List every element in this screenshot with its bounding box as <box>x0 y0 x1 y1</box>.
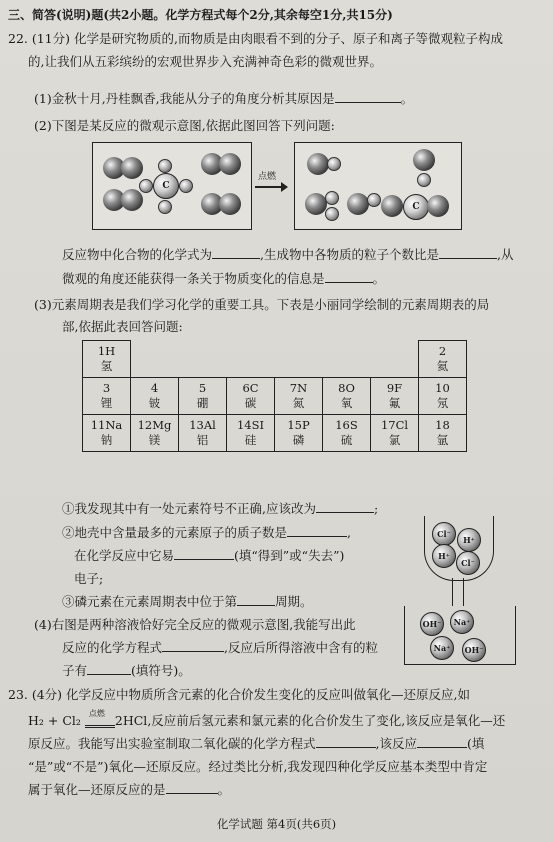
hydrogen-atom-icon <box>139 179 153 193</box>
chloride-ion-icon: Cl⁻ <box>456 551 480 575</box>
atom-icon <box>219 153 241 175</box>
element-symbol: 4 <box>150 381 159 395</box>
element-symbol: 6C <box>242 381 259 395</box>
element-name: 镁 <box>148 433 161 447</box>
periodic-table <box>82 340 467 452</box>
hydrogen-atom-icon <box>367 193 381 207</box>
element-symbol: 11Na <box>90 418 123 432</box>
element-name: 磷 <box>292 433 305 447</box>
element-name: 氧 <box>340 396 353 410</box>
hydrogen-ion-icon: H⁺ <box>432 544 456 568</box>
q22-part4b: 反应的化学方程式 ,反应后所得溶液中含有的粒 <box>62 640 378 655</box>
element-symbol: 2 <box>438 344 447 358</box>
answer-blank[interactable] <box>439 246 497 259</box>
atom-icon <box>381 195 403 217</box>
element-cell <box>275 415 323 452</box>
answer-blank[interactable] <box>237 593 275 606</box>
element-name: 氟 <box>388 396 401 410</box>
q23-line2: H₂ + Cl₂ 点燃 2HCl,反应前后氢元素和氯元素的化合价发生了变化,该反应是氧化—还 <box>28 712 505 730</box>
q22-c3: 在化学反应中它易 (填“得到”或“失去”) <box>74 548 345 563</box>
element-cell <box>323 415 371 452</box>
element-symbol: 8O <box>338 381 355 395</box>
element-name: 硫 <box>340 433 353 447</box>
table-row <box>83 415 467 452</box>
section-header: 三、简答(说明)题(共2小题。化学方程式每个2分,其余每空1分,共15分) <box>8 8 393 22</box>
carbon-atom-icon: C <box>403 194 429 220</box>
answer-blank[interactable] <box>87 662 131 675</box>
atom-icon <box>219 193 241 215</box>
hydrogen-atom-icon <box>325 191 339 205</box>
element-cell <box>227 378 275 415</box>
element-name: 硼 <box>196 396 209 410</box>
answer-blank[interactable] <box>325 270 373 283</box>
hydrogen-atom-icon <box>179 179 193 193</box>
answer-blank[interactable] <box>162 639 224 652</box>
element-cell <box>83 341 131 378</box>
element-symbol: 7N <box>289 381 308 395</box>
element-cell <box>227 415 275 452</box>
element-cell <box>275 378 323 415</box>
element-symbol: 14SI <box>236 418 265 432</box>
element-cell <box>419 415 467 452</box>
arrow-head-icon <box>281 182 288 192</box>
element-name: 氦 <box>436 359 449 373</box>
atom-icon <box>121 189 143 211</box>
element-cell <box>323 378 371 415</box>
carbon-atom-icon: C <box>153 173 179 199</box>
element-cell <box>179 378 227 415</box>
q22-part3: (3)元素周期表是我们学习化学的重要工具。下表是小丽同学绘制的元素周期表的局 <box>34 297 490 312</box>
empty-cell <box>323 341 371 378</box>
hydrogen-atom-icon <box>325 207 339 221</box>
funnel-stem-icon <box>452 578 464 606</box>
answer-blank[interactable] <box>316 735 376 748</box>
hydrogen-atom-icon <box>417 173 431 187</box>
q22-c2: ②地壳中含量最多的元素原子的质子数是 , <box>62 525 351 540</box>
q22-part4c: 子有 (填符号)。 <box>62 663 191 678</box>
q22-c5: ③磷元素在元素周期表中位于第 周期。 <box>62 594 313 609</box>
element-cell <box>371 378 419 415</box>
q23-line5: 属于氧化—还原反应的是 。 <box>28 782 231 797</box>
element-name: 氮 <box>292 396 305 410</box>
element-symbol: 18 <box>435 418 450 432</box>
element-cell <box>131 378 179 415</box>
element-cell <box>419 378 467 415</box>
answer-blank[interactable] <box>174 547 234 560</box>
element-name: 硅 <box>244 433 257 447</box>
atom-icon <box>427 195 449 217</box>
q23-line3: 原反应。我能写出实验室制取二氧化碳的化学方程式 ,该反应 (填 <box>28 736 485 751</box>
element-name: 氯 <box>388 433 401 447</box>
reactants-box <box>92 142 252 230</box>
sodium-ion-icon: Na⁺ <box>450 610 474 634</box>
atom-icon <box>413 149 435 171</box>
table-row <box>83 341 467 378</box>
answer-blank[interactable] <box>335 90 401 103</box>
element-cell <box>83 415 131 452</box>
element-symbol: 10 <box>435 381 450 395</box>
q22-part4a: (4)右图是两种溶液恰好完全反应的微观示意图,我能写出此 <box>34 617 356 632</box>
answer-blank[interactable] <box>417 735 467 748</box>
element-name: 氩 <box>436 433 449 447</box>
q22-c1: ①我发现其中有一处元素符号不正确,应该改为 ; <box>62 501 379 516</box>
empty-cell <box>227 341 275 378</box>
element-symbol: 5 <box>198 381 207 395</box>
empty-cell <box>275 341 323 378</box>
q22-answer-line2: 微观的角度还能获得一条关于物质变化的信息是 。 <box>62 271 386 286</box>
hydrogen-ion-icon: H⁺ <box>457 528 481 552</box>
q22-c4: 电子; <box>74 571 104 586</box>
atom-icon <box>121 157 143 179</box>
q22-part2: (2)下图是某反应的微观示意图,依据此图回答下列问题: <box>34 118 335 133</box>
q22-part1: (1)金秋十月,丹桂飘香,我能从分子的角度分析其原因是 。 <box>34 91 414 106</box>
hydrogen-atom-icon <box>158 200 172 214</box>
hydroxide-ion-icon: OH⁻ <box>462 638 486 662</box>
element-name: 铍 <box>148 396 161 410</box>
page-footer: 化学试题 第4页(共6页) <box>216 817 337 831</box>
element-cell <box>131 415 179 452</box>
q22-answer-line1: 反应物中化合物的化学式为 ,生成物中各物质的粒子个数比是 ,从 <box>62 247 514 262</box>
q22-line1: 22. (11分) 化学是研究物质的,而物质是由肉眼看不到的分子、原子和离子等微观粒子构成 <box>8 31 503 46</box>
hydrogen-atom-icon <box>158 159 172 173</box>
chloride-ion-icon: Cl⁻ <box>432 522 456 546</box>
element-name: 钠 <box>100 433 113 447</box>
answer-blank[interactable] <box>287 524 347 537</box>
q23-line4: “是”或“不是”)氧化—还原反应。经过类比分析,我发现四种化学反应基本类型中肯定 <box>28 759 488 774</box>
answer-blank[interactable] <box>316 500 374 513</box>
answer-blank[interactable] <box>212 246 260 259</box>
element-cell <box>83 378 131 415</box>
element-cell <box>371 415 419 452</box>
element-symbol: 15P <box>287 418 310 432</box>
q22-part3b: 部,依据此表回答问题: <box>62 319 183 334</box>
q23-line1: 23. (4分) 化学反应中物质所含元素的化合价发生变化的反应叫做氧化—还原反应,如 <box>8 687 471 702</box>
element-name: 锂 <box>100 396 113 410</box>
element-symbol: 17Cl <box>380 418 409 432</box>
atom-icon <box>307 153 329 175</box>
element-symbol: 16S <box>335 418 358 432</box>
empty-cell <box>371 341 419 378</box>
products-box <box>294 142 462 230</box>
element-name: 碳 <box>244 396 257 410</box>
q22-line2: 的,让我们从五彩缤纷的宏观世界步入充满神奇色彩的微观世界。 <box>28 54 382 69</box>
answer-blank[interactable] <box>166 781 218 794</box>
hydroxide-ion-icon: OH⁻ <box>420 612 444 636</box>
empty-cell <box>179 341 227 378</box>
hydrogen-atom-icon <box>327 157 341 171</box>
element-name: 氢 <box>100 359 113 373</box>
atom-icon <box>305 193 327 215</box>
eq-condition: 点燃 <box>88 709 105 718</box>
element-cell <box>419 341 467 378</box>
table-row <box>83 378 467 415</box>
element-symbol: 9F <box>386 381 403 395</box>
element-symbol: 3 <box>102 381 111 395</box>
element-symbol: 13Al <box>189 418 216 432</box>
atom-icon <box>347 193 369 215</box>
empty-cell <box>131 341 179 378</box>
element-symbol: 1H <box>97 344 116 358</box>
element-symbol: 12Mg <box>137 418 172 432</box>
element-name: 铝 <box>196 433 209 447</box>
arrow-label: 点燃 <box>258 172 277 182</box>
element-name: 氖 <box>436 396 449 410</box>
element-cell <box>179 415 227 452</box>
sodium-ion-icon: Na⁺ <box>430 636 454 660</box>
